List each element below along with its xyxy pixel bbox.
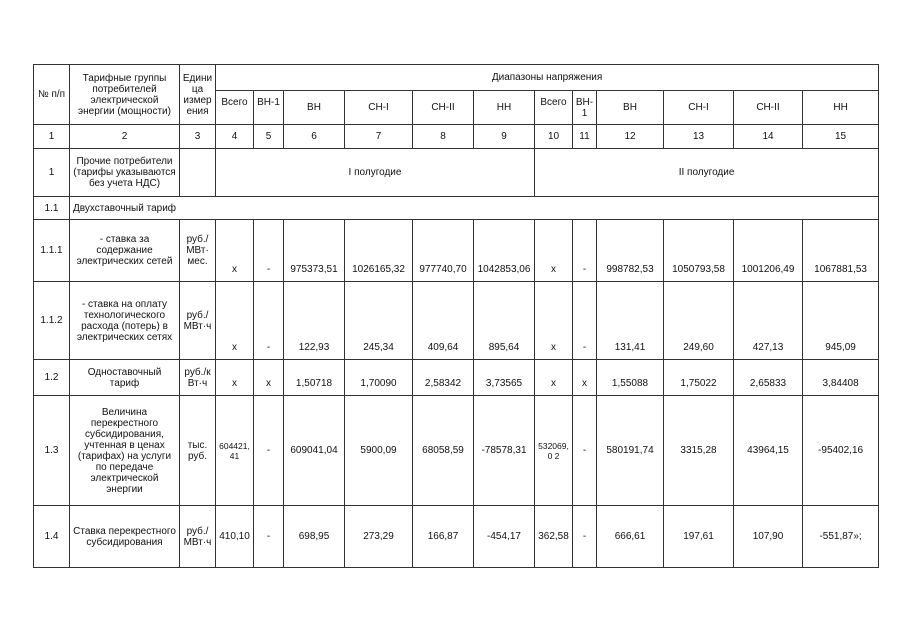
- row-num: 1.1: [34, 197, 70, 220]
- row-num: 1: [34, 149, 70, 197]
- header-sub-cell: Всего: [216, 91, 254, 125]
- value-cell: 131,41: [597, 282, 664, 360]
- tariff-table: [33, 64, 879, 568]
- value-cell: 1,70090: [345, 360, 413, 396]
- value-cell: 1067881,53: [803, 220, 879, 282]
- value-cell: -: [254, 220, 284, 282]
- col-number: 8: [413, 125, 474, 149]
- row-label: Ставка перекрестного субсидирования: [70, 506, 180, 568]
- header-sub-cell: ВН: [284, 91, 345, 125]
- value-cell: -: [573, 282, 597, 360]
- row-num: 1.2: [34, 360, 70, 396]
- row-num: 1.3: [34, 396, 70, 506]
- value-cell: х: [216, 220, 254, 282]
- header-sub-cell: СН-II: [413, 91, 474, 125]
- value-cell: 604421, 41: [216, 396, 254, 506]
- value-cell: 1,75022: [664, 360, 734, 396]
- value-cell: 249,60: [664, 282, 734, 360]
- row-label: - ставка за содержание электрических сетей: [70, 220, 180, 282]
- value-cell: 609041,04: [284, 396, 345, 506]
- value-cell: 362,58: [535, 506, 573, 568]
- value-cell: 122,93: [284, 282, 345, 360]
- value-cell: х: [573, 360, 597, 396]
- value-cell: х: [535, 220, 573, 282]
- value-cell: 3,84408: [803, 360, 879, 396]
- header-sub-cell: СН-I: [664, 91, 734, 125]
- value-cell: 1042853,06: [474, 220, 535, 282]
- header-sub-cell: НН: [474, 91, 535, 125]
- value-cell: 107,90: [734, 506, 803, 568]
- col-number: 6: [284, 125, 345, 149]
- value-cell: 1,50718: [284, 360, 345, 396]
- value-cell: 1,55088: [597, 360, 664, 396]
- row-other-consumers: [34, 149, 879, 197]
- header-sub-cell: ВН-1: [573, 91, 597, 125]
- value-cell: 427,13: [734, 282, 803, 360]
- table-row: [34, 396, 879, 506]
- value-cell: -: [573, 396, 597, 506]
- row-label: Величина перекрестного субсидирования, учтенная в ценах (тарифах) на услуги по передаче электрической энергии: [70, 396, 180, 506]
- row-unit: руб./ МВт·ч: [180, 282, 216, 360]
- col-number: 5: [254, 125, 284, 149]
- table-row: [34, 282, 879, 360]
- column-number-row: [34, 125, 879, 149]
- value-cell: -: [254, 396, 284, 506]
- col-number: 4: [216, 125, 254, 149]
- value-cell: 977740,70: [413, 220, 474, 282]
- col-number: 14: [734, 125, 803, 149]
- row-label: Прочие потребители (тарифы указываются без учета НДС): [70, 149, 180, 197]
- header-num: № п/п: [34, 65, 70, 125]
- table-row: [34, 220, 879, 282]
- header-sub-cell: ВН: [597, 91, 664, 125]
- value-cell: 998782,53: [597, 220, 664, 282]
- table-row: [34, 360, 879, 396]
- row-unit: руб./к Вт·ч: [180, 360, 216, 396]
- value-cell: 532069,0 2: [535, 396, 573, 506]
- value-cell: 3,73565: [474, 360, 535, 396]
- value-cell: 166,87: [413, 506, 474, 568]
- value-cell: -454,17: [474, 506, 535, 568]
- value-cell: -: [573, 506, 597, 568]
- row-unit: руб./ МВт·ч: [180, 506, 216, 568]
- header-sub-cell: ВН-1: [254, 91, 284, 125]
- value-cell: 698,95: [284, 506, 345, 568]
- value-cell: х: [535, 360, 573, 396]
- row-label: Одноставочный тариф: [70, 360, 180, 396]
- value-cell: х: [535, 282, 573, 360]
- half-year-2: II полугодие: [535, 149, 879, 197]
- value-cell: -: [573, 220, 597, 282]
- value-cell: 3315,28: [664, 396, 734, 506]
- table-row: [34, 506, 879, 568]
- half-year-1: I полугодие: [216, 149, 535, 197]
- row-two-part-tariff: [34, 197, 879, 220]
- value-cell: 1001206,49: [734, 220, 803, 282]
- row-unit: [180, 149, 216, 197]
- col-number: 9: [474, 125, 535, 149]
- value-cell: 43964,15: [734, 396, 803, 506]
- col-number: 7: [345, 125, 413, 149]
- value-cell: 245,34: [345, 282, 413, 360]
- value-cell: 2,58342: [413, 360, 474, 396]
- header-group: Тарифные группы потребителей электрической энергии (мощности): [70, 65, 180, 125]
- value-cell: 895,64: [474, 282, 535, 360]
- value-cell: -: [254, 506, 284, 568]
- header-sub-cell: СН-II: [734, 91, 803, 125]
- col-number: 13: [664, 125, 734, 149]
- header-sub-cell: НН: [803, 91, 879, 125]
- value-cell: -551,87»;: [803, 506, 879, 568]
- value-cell: 197,61: [664, 506, 734, 568]
- value-cell: 580191,74: [597, 396, 664, 506]
- value-cell: 1050793,58: [664, 220, 734, 282]
- value-cell: 975373,51: [284, 220, 345, 282]
- row-label: Двухставочный тариф: [70, 197, 879, 220]
- col-number: 10: [535, 125, 573, 149]
- header-unit: Единица измерения: [180, 65, 216, 125]
- value-cell: х: [216, 360, 254, 396]
- value-cell: -: [254, 282, 284, 360]
- col-number: 1: [34, 125, 70, 149]
- col-number: 2: [70, 125, 180, 149]
- row-unit: тыс. руб.: [180, 396, 216, 506]
- value-cell: 2,65833: [734, 360, 803, 396]
- value-cell: 945,09: [803, 282, 879, 360]
- value-cell: 666,61: [597, 506, 664, 568]
- col-number: 3: [180, 125, 216, 149]
- value-cell: -95402,16: [803, 396, 879, 506]
- header-ranges: Диапазоны напряжения: [216, 65, 879, 91]
- header-sub-cell: СН-I: [345, 91, 413, 125]
- value-cell: 1026165,32: [345, 220, 413, 282]
- col-number: 15: [803, 125, 879, 149]
- value-cell: 410,10: [216, 506, 254, 568]
- header-sub-cell: Всего: [535, 91, 573, 125]
- value-cell: 5900,09: [345, 396, 413, 506]
- value-cell: х: [254, 360, 284, 396]
- value-cell: 273,29: [345, 506, 413, 568]
- row-num: 1.1.1: [34, 220, 70, 282]
- value-cell: х: [216, 282, 254, 360]
- col-number: 11: [573, 125, 597, 149]
- row-num: 1.4: [34, 506, 70, 568]
- value-cell: -78578,31: [474, 396, 535, 506]
- value-cell: 68058,59: [413, 396, 474, 506]
- value-cell: 409,64: [413, 282, 474, 360]
- row-num: 1.1.2: [34, 282, 70, 360]
- col-number: 12: [597, 125, 664, 149]
- row-label: - ставка на оплату технологического расхода (потерь) в электрических сетях: [70, 282, 180, 360]
- row-unit: руб./ МВт· мес.: [180, 220, 216, 282]
- header-row-top: [34, 65, 879, 91]
